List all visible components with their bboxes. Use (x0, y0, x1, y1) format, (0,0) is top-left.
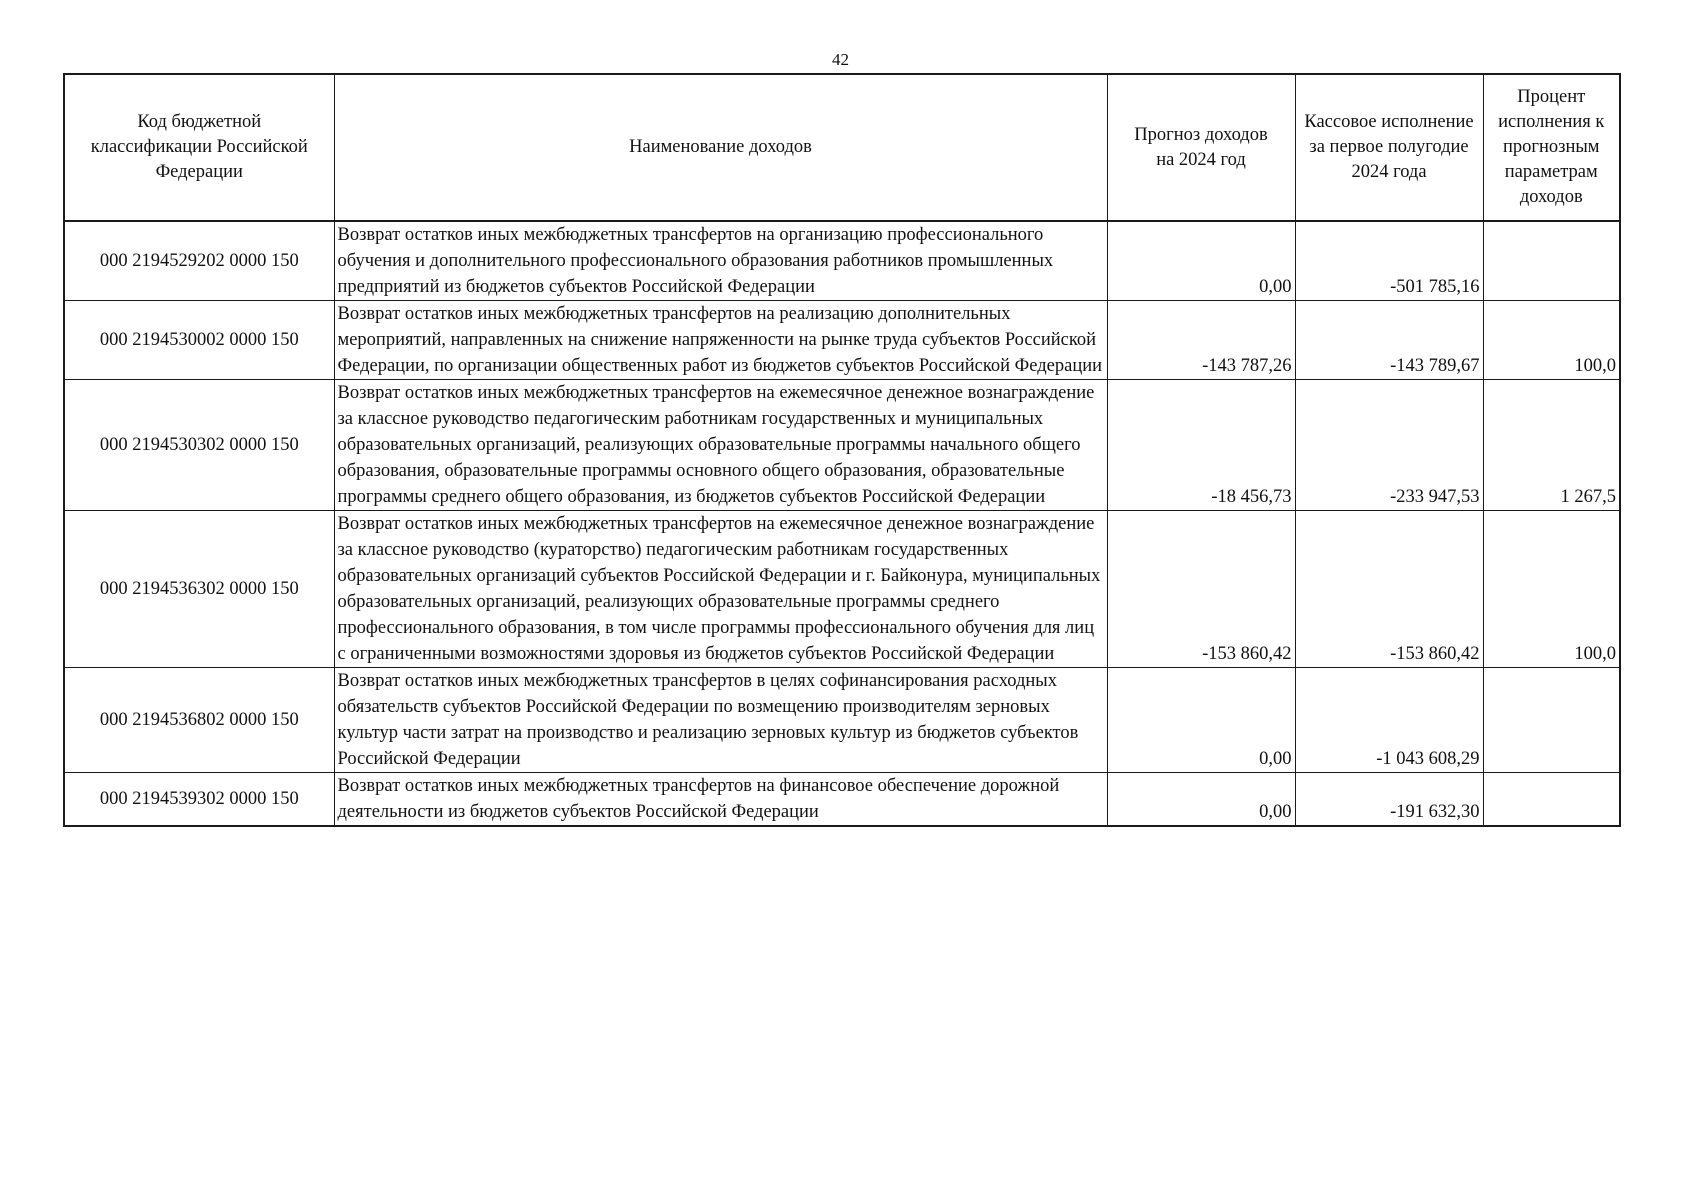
row-name: Возврат остатков иных межбюджетных трансфертов на реализацию дополнительных мероприятий, направленных на снижение напряженности на рынке труда субъектов Российской Федерации, по организации общественных работ из бюджетов субъектов Российской Федерации (334, 301, 1107, 380)
row-code: 000 2194530302 0000 150 (64, 380, 334, 511)
table-body (64, 221, 1620, 826)
header-code: Код бюджетной классификации Российской Федерации (64, 74, 334, 221)
table-header-row (64, 74, 1620, 221)
row-percent (1483, 773, 1620, 827)
row-forecast: 0,00 (1107, 668, 1295, 773)
row-execution: -233 947,53 (1295, 380, 1483, 511)
revenue-table (63, 73, 1621, 827)
table-row (64, 511, 1620, 668)
row-percent: 1 267,5 (1483, 380, 1620, 511)
row-percent (1483, 221, 1620, 301)
header-execution: Кассовое исполнение за первое полугодие 2024 года (1295, 74, 1483, 221)
table-row (64, 668, 1620, 773)
row-execution: -191 632,30 (1295, 773, 1483, 827)
row-forecast: 0,00 (1107, 221, 1295, 301)
row-name: Возврат остатков иных межбюджетных трансфертов на ежемесячное денежное вознаграждение за классное руководство (кураторство) педагогическим работникам государственных образовательных организаций субъектов Российской Федерации и г. Байконура, муниципальных образовательных организаций, реализующих образовательные программы среднего профессионального образования, в том числе программы профессионального обучения для лиц с ограниченными возможностями здоровья из бюджетов субъектов Российской Федерации (334, 511, 1107, 668)
header-percent: Процент исполнения к прогнозным параметрам доходов (1483, 74, 1620, 221)
table-row (64, 773, 1620, 827)
row-percent: 100,0 (1483, 301, 1620, 380)
row-forecast: -153 860,42 (1107, 511, 1295, 668)
row-forecast: -143 787,26 (1107, 301, 1295, 380)
table-row (64, 301, 1620, 380)
table-row (64, 380, 1620, 511)
row-code: 000 2194530002 0000 150 (64, 301, 334, 380)
header-name: Наименование доходов (334, 74, 1107, 221)
row-percent (1483, 668, 1620, 773)
row-code: 000 2194536802 0000 150 (64, 668, 334, 773)
page-number: 42 (832, 50, 849, 69)
row-percent: 100,0 (1483, 511, 1620, 668)
row-name: Возврат остатков иных межбюджетных трансфертов на финансовое обеспечение дорожной деятельности из бюджетов субъектов Российской Федерации (334, 773, 1107, 827)
row-execution: -1 043 608,29 (1295, 668, 1483, 773)
row-name: Возврат остатков иных межбюджетных трансфертов на ежемесячное денежное вознаграждение за классное руководство педагогическим работникам государственных и муниципальных образовательных организаций, реализующих образовательные программы начального общего образования, образовательные программы основного общего образования, образовательные программы среднего общего образования, из бюджетов субъектов Российской Федерации (334, 380, 1107, 511)
row-execution: -153 860,42 (1295, 511, 1483, 668)
row-execution: -143 789,67 (1295, 301, 1483, 380)
row-code: 000 2194539302 0000 150 (64, 773, 334, 827)
table-row (64, 221, 1620, 301)
row-name: Возврат остатков иных межбюджетных трансфертов в целях софинансирования расходных обязательств субъектов Российской Федерации по возмещению производителям зерновых культур части затрат на производство и реализацию зерновых культур из бюджетов субъектов Российской Федерации (334, 668, 1107, 773)
header-forecast: Прогноз доходов на 2024 год (1107, 74, 1295, 221)
row-code: 000 2194536302 0000 150 (64, 511, 334, 668)
row-execution: -501 785,16 (1295, 221, 1483, 301)
row-code: 000 2194529202 0000 150 (64, 221, 334, 301)
row-forecast: -18 456,73 (1107, 380, 1295, 511)
row-name: Возврат остатков иных межбюджетных трансфертов на организацию профессионального обучения и дополнительного профессионального образования работников промышленных предприятий из бюджетов субъектов Российской Федерации (334, 221, 1107, 301)
row-forecast: 0,00 (1107, 773, 1295, 827)
